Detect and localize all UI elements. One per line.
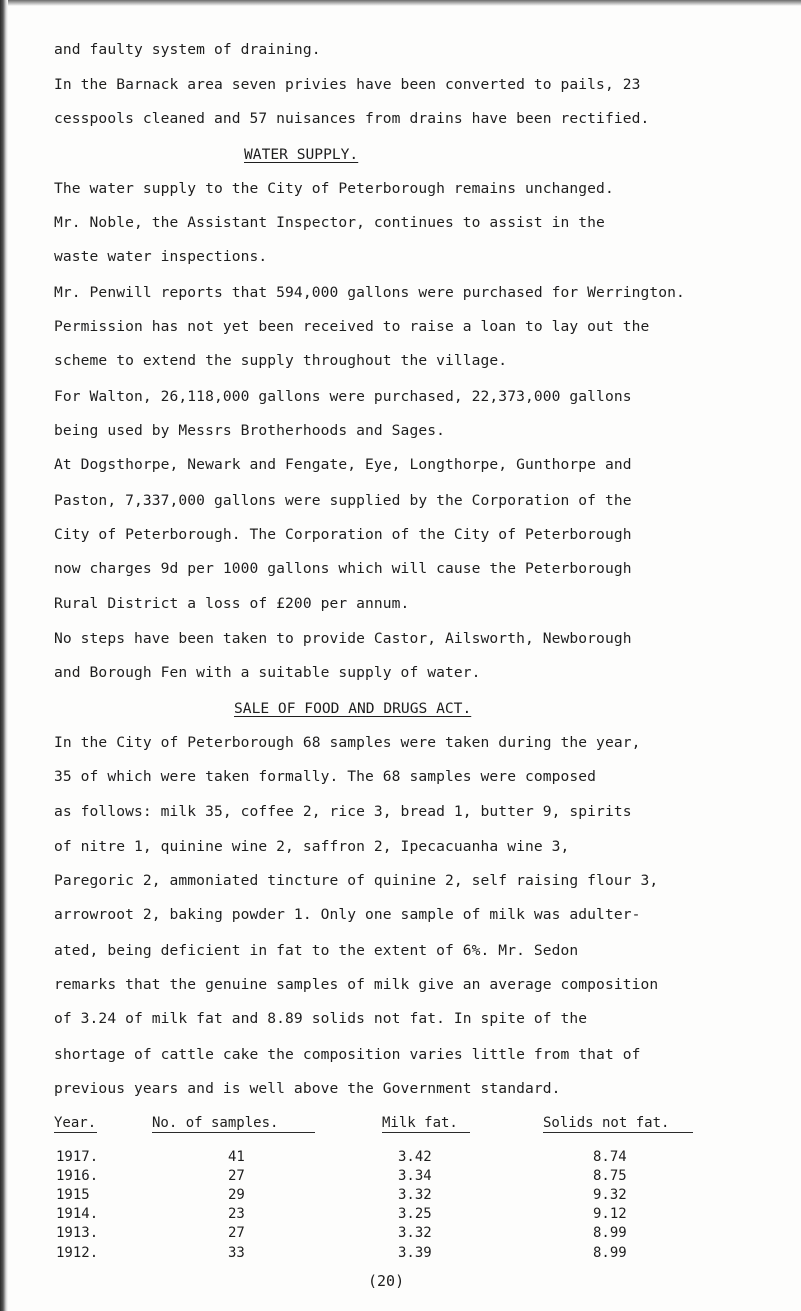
page-number: (20)	[368, 1272, 405, 1290]
body-line: 35 of which were taken formally. The 68 samples were composed	[54, 768, 597, 785]
section-heading-food-and-drugs: SALE OF FOOD AND DRUGS ACT.	[234, 700, 472, 717]
body-line: shortage of cattle cake the composition varies little from that of	[54, 1046, 641, 1063]
body-line: For Walton, 26,118,000 gallons were purchased, 22,373,000 gallons	[54, 388, 632, 405]
body-line: of nitre 1, quinine wine 2, saffron 2, Ipecacuanha wine 3,	[54, 838, 570, 855]
cell-milk-fat: 3.32	[398, 1187, 432, 1203]
section-heading-water-supply: WATER SUPPLY.	[244, 146, 359, 163]
cell-solids-not-fat: 8.99	[593, 1245, 627, 1261]
header-underline	[152, 1132, 315, 1133]
body-line: previous years and is well above the Government standard.	[54, 1080, 561, 1097]
body-line: Mr. Penwill reports that 594,000 gallons were purchased for Werrington.	[54, 284, 685, 301]
table-header-samples: No. of samples.	[152, 1115, 279, 1131]
body-line: In the Barnack area seven privies have been converted to pails, 23	[54, 76, 641, 93]
body-line: In the City of Peterborough 68 samples were taken during the year,	[54, 734, 641, 751]
body-line: Paston, 7,337,000 gallons were supplied by the Corporation of the	[54, 492, 632, 509]
body-line: of 3.24 of milk fat and 8.89 solids not fat. In spite of the	[54, 1010, 588, 1027]
cell-samples: 33	[228, 1245, 245, 1261]
page-top-edge	[8, 0, 801, 6]
cell-year: 1912.	[56, 1245, 99, 1261]
body-line: arrowroot 2, baking powder 1. Only one sample of milk was adulter-	[54, 906, 641, 923]
cell-year: 1917.	[56, 1149, 99, 1165]
cell-year: 1915	[56, 1187, 90, 1203]
body-line: City of Peterborough. The Corporation of the City of Peterborough	[54, 526, 632, 543]
body-line: waste water inspections.	[54, 248, 268, 265]
body-line: ated, being deficient in fat to the extent of 6%. Mr. Sedon	[54, 942, 579, 959]
body-line: The water supply to the City of Peterborough remains unchanged.	[54, 180, 614, 197]
body-line: At Dogsthorpe, Newark and Fengate, Eye, Longthorpe, Gunthorpe and	[54, 456, 632, 473]
cell-milk-fat: 3.42	[398, 1149, 432, 1165]
page-binding-edge	[0, 0, 8, 1311]
table-header-year: Year.	[54, 1115, 97, 1131]
body-line: being used by Messrs Brotherhoods and Sages.	[54, 422, 445, 439]
cell-samples: 27	[228, 1225, 245, 1241]
cell-solids-not-fat: 8.74	[593, 1149, 627, 1165]
cell-milk-fat: 3.34	[398, 1168, 432, 1184]
cell-year: 1914.	[56, 1206, 99, 1222]
body-line: Permission has not yet been received to raise a loan to lay out the	[54, 318, 650, 335]
body-line: Rural District a loss of £200 per annum.	[54, 595, 410, 612]
cell-milk-fat: 3.32	[398, 1225, 432, 1241]
cell-milk-fat: 3.39	[398, 1245, 432, 1261]
header-underline	[543, 1132, 693, 1133]
cell-samples: 29	[228, 1187, 245, 1203]
cell-samples: 27	[228, 1168, 245, 1184]
body-line: scheme to extend the supply throughout the village.	[54, 352, 508, 369]
cell-solids-not-fat: 8.75	[593, 1168, 627, 1184]
header-underline	[54, 1132, 97, 1133]
body-line: Paregoric 2, ammoniated tincture of quinine 2, self raising flour 3,	[54, 872, 659, 889]
cell-solids-not-fat: 8.99	[593, 1225, 627, 1241]
table-header-milk-fat: Milk fat.	[382, 1115, 458, 1131]
cell-samples: 41	[228, 1149, 245, 1165]
body-line: and Borough Fen with a suitable supply of water.	[54, 664, 481, 681]
cell-solids-not-fat: 9.32	[593, 1187, 627, 1203]
header-underline	[382, 1132, 470, 1133]
body-line: cesspools cleaned and 57 nuisances from drains have been rectified.	[54, 110, 650, 127]
cell-year: 1913.	[56, 1225, 99, 1241]
body-line: remarks that the genuine samples of milk give an average composition	[54, 976, 659, 993]
cell-milk-fat: 3.25	[398, 1206, 432, 1222]
cell-solids-not-fat: 9.12	[593, 1206, 627, 1222]
body-line: as follows: milk 35, coffee 2, rice 3, bread 1, butter 9, spirits	[54, 803, 632, 820]
body-line: Mr. Noble, the Assistant Inspector, continues to assist in the	[54, 214, 605, 231]
body-line: now charges 9d per 1000 gallons which will cause the Peterborough	[54, 560, 632, 577]
cell-year: 1916.	[56, 1168, 99, 1184]
body-line: No steps have been taken to provide Castor, Ailsworth, Newborough	[54, 630, 632, 647]
table-header-solids-not-fat: Solids not fat.	[543, 1115, 670, 1131]
cell-samples: 23	[228, 1206, 245, 1222]
body-line: and faulty system of draining.	[54, 41, 321, 58]
